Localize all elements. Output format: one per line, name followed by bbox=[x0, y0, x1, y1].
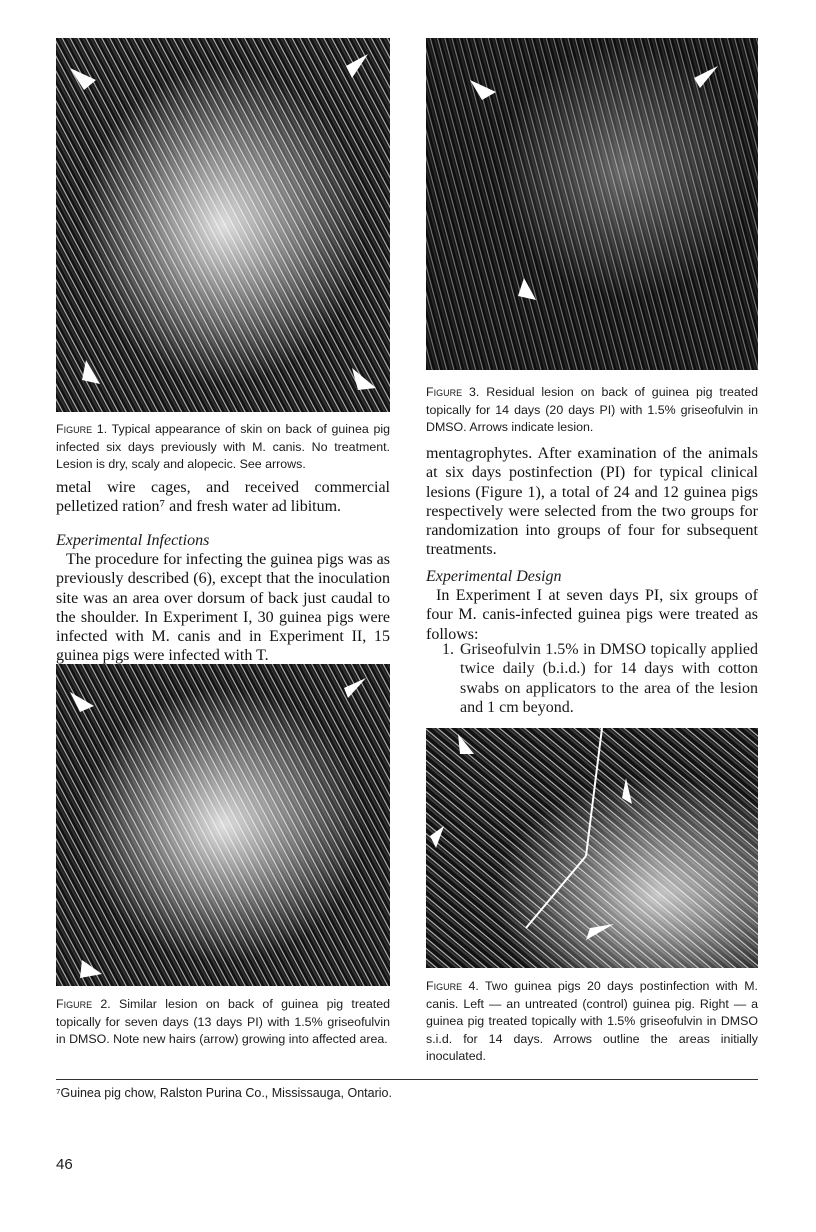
figure-1-arrows bbox=[56, 38, 390, 412]
figure-1-caption bbox=[56, 421, 390, 474]
figure-4-arrows bbox=[426, 728, 758, 968]
figure-2-photo bbox=[56, 664, 390, 986]
arrow-icon bbox=[82, 360, 100, 384]
figure-4-photo bbox=[426, 728, 758, 968]
arrow-icon bbox=[352, 368, 376, 390]
list-item-1-number: 1. bbox=[442, 641, 454, 658]
arrow-icon bbox=[430, 826, 444, 848]
list-item-1-text: Griseofulvin 1.5% in DMSO topically applied twice daily (b.i.d.) for 14 days with cotton swabs on applicators to the area of the lesion and 1 cm beyond. bbox=[460, 641, 758, 716]
arrow-icon bbox=[622, 778, 632, 804]
figure-2-caption bbox=[56, 996, 390, 1049]
figure-1-caption-text: Typical appearance of skin on back of guinea pig infected six days previously with M. canis. No treatment. Lesion is dry, scaly and alopecic. See arrows. bbox=[56, 422, 390, 471]
arrow-icon bbox=[70, 68, 96, 90]
figure-3-label: Figure 3. bbox=[426, 385, 480, 399]
figure-4-caption-text: Two guinea pigs 20 days postinfection with M. canis. Left — an untreated (control) guinea pig. Right — a guinea pig treated topically with 1.5% griseofulvin in DMSO s.i.d. for 14 days. Arrows outline the areas initially inoculated. bbox=[426, 979, 758, 1063]
footnote: ⁷Guinea pig chow, Ralston Purina Co., Mississauga, Ontario. bbox=[56, 1086, 392, 1100]
divider-line bbox=[586, 728, 602, 856]
figure-4-label: Figure 4. bbox=[426, 979, 479, 993]
intro-paragraph: metal wire cages, and received commercial pelletized ration⁷ and fresh water ad libitum. bbox=[56, 479, 390, 516]
arrow-icon bbox=[458, 734, 474, 754]
section-heading-experimental-infections: Experimental Infections bbox=[56, 532, 210, 549]
figure-2-label: Figure 2. bbox=[56, 997, 111, 1011]
page-number: 46 bbox=[56, 1156, 73, 1173]
arrow-icon bbox=[70, 692, 94, 712]
figure-2-arrows bbox=[56, 664, 390, 986]
figure-2-caption-text: Similar lesion on back of guinea pig treated topically for seven days (13 days PI) with 1.5% griseofulvin in DMSO. Note new hairs (arrow) growing into affected area. bbox=[56, 997, 390, 1046]
figure-4-caption bbox=[426, 978, 758, 1066]
divider-line bbox=[526, 856, 586, 928]
arrow-icon bbox=[470, 80, 496, 100]
section-heading-experimental-design: Experimental Design bbox=[426, 568, 562, 585]
arrow-icon bbox=[518, 278, 536, 300]
arrow-icon bbox=[694, 66, 718, 88]
figure-3-caption-text: Residual lesion on back of guinea pig treated topically for 14 days (20 days PI) with 1.5% griseofulvin in DMSO. Arrows indicate lesion. bbox=[426, 385, 758, 434]
figure-3-arrows bbox=[426, 38, 758, 370]
infections-paragraph: The procedure for infecting the guinea pigs was as previously described (6), except that the inoculation site was an area over dorsum of back just caudal to the shoulder. In Experiment I, 30 guinea pigs were infected with M. canis and in Experiment II, 15 guinea pigs were infected with T. bbox=[56, 551, 390, 665]
arrow-icon bbox=[586, 924, 614, 940]
figure-3-caption bbox=[426, 384, 758, 437]
arrow-icon bbox=[344, 678, 366, 698]
figure-1-label: Figure 1. bbox=[56, 422, 108, 436]
figure-1-photo bbox=[56, 38, 390, 412]
figure-3-photo bbox=[426, 38, 758, 370]
footnote-rule bbox=[56, 1079, 758, 1080]
continuation-paragraph: mentagrophytes. After examination of the animals at six days postinfection (PI) for typical clinical lesions (Figure 1), a total of 24 and 12 guinea pigs respectively were selected from the two groups for randomization into groups of four for subsequent treatments. bbox=[426, 445, 758, 559]
arrow-icon bbox=[80, 960, 102, 978]
arrow-icon bbox=[346, 54, 368, 78]
design-paragraph: In Experiment I at seven days PI, six groups of four M. canis-infected guinea pigs were treated as follows: bbox=[426, 587, 758, 643]
